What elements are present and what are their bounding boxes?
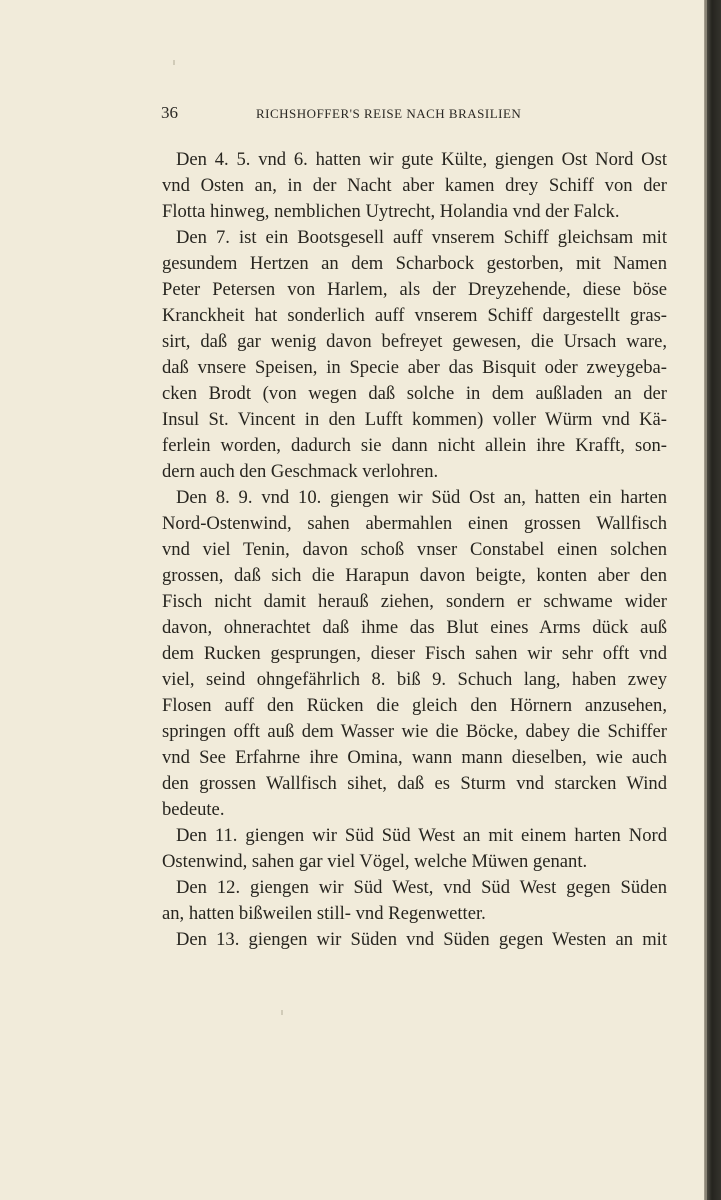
text-line: dem Rucken gesprungen, dieser Fisch sahen wir sehr offt vnd	[162, 643, 667, 664]
text-line: Den 12. giengen wir Süd West, vnd Süd West gegen Süden	[176, 877, 667, 898]
page-number: 36	[161, 103, 178, 122]
text-line: cken Brodt (von wegen daß solche in dem außladen an der	[162, 383, 667, 404]
paper-speck	[173, 60, 175, 65]
text-line: Nord-Ostenwind, sahen abermahlen einen grossen Wallfisch	[162, 513, 667, 534]
text-line: den grossen Wallfisch sihet, daß es Sturm vnd starcken Wind	[162, 773, 667, 794]
text-line: daß vnsere Speisen, in Specie aber das Bisquit oder zweygeba-	[162, 357, 667, 378]
binding-edge	[704, 0, 721, 1200]
text-line: Den 11. giengen wir Süd Süd West an mit einem harten Nord	[176, 825, 667, 846]
text-line: davon, ohnerachtet daß ihme das Blut eines Arms dück auß	[162, 617, 667, 638]
text-line: Fisch nicht damit herauß ziehen, sondern er schwame wider	[162, 591, 667, 612]
running-title: RICHSHOFFER'S REISE NACH BRASILIEN	[256, 106, 522, 121]
text-line: dern auch den Geschmack verlohren.	[162, 461, 439, 482]
text-line: Insul St. Vincent in den Lufft kommen) voller Würm vnd Kä-	[162, 409, 667, 430]
text-line: vnd Osten an, in der Nacht aber kamen drey Schiff von der	[162, 175, 667, 196]
paper-speck	[281, 1010, 283, 1015]
text-line: vnd See Erfahrne ihre Omina, wann mann dieselben, wie auch	[162, 747, 667, 768]
text-line: ferlein worden, dadurch sie dann nicht allein ihre Krafft, son-	[162, 435, 667, 456]
text-line: Flosen auff den Rücken die gleich den Hörnern anzusehen,	[162, 695, 667, 716]
text-line: gesundem Hertzen an dem Scharbock gestorben, mit Namen	[162, 253, 667, 274]
text-line: Den 4. 5. vnd 6. hatten wir gute Külte, giengen Ost Nord Ost	[176, 149, 667, 170]
text-line: Den 13. giengen wir Süden vnd Süden gegen Westen an mit	[176, 929, 667, 950]
text-line: Ostenwind, sahen gar viel Vögel, welche Müwen genant.	[162, 851, 588, 872]
text-line: bedeute.	[162, 799, 225, 820]
text-line: Den 8. 9. vnd 10. giengen wir Süd Ost an, hatten ein harten	[176, 487, 667, 508]
text-line: sirt, daß gar wenig davon befreyet gewesen, die Ursach ware,	[162, 331, 667, 352]
binding-edge-highlight	[705, 0, 707, 1200]
text-line: Peter Petersen von Harlem, als der Dreyzehende, diese böse	[162, 279, 667, 300]
text-line: Den 7. ist ein Bootsgesell auff vnserem Schiff gleichsam mit	[176, 227, 667, 248]
text-line: an, hatten bißweilen still- vnd Regenwetter.	[162, 903, 486, 924]
text-line: grossen, daß sich die Harapun davon beigte, konten aber den	[162, 565, 667, 586]
text-line: Flotta hinweg, nemblichen Uytrecht, Holandia vnd der Falck.	[162, 201, 620, 222]
text-line: springen offt auß dem Wasser wie die Böcke, dabey die Schiffer	[162, 721, 667, 742]
text-line: Kranckheit hat sonderlich auff vnserem Schiff dargestellt gras-	[162, 305, 667, 326]
text-line: vnd viel Tenin, davon schoß vnser Constabel einen solchen	[162, 539, 667, 560]
text-line: viel, seind ohngefährlich 8. biß 9. Schuch lang, haben zwey	[162, 669, 667, 690]
